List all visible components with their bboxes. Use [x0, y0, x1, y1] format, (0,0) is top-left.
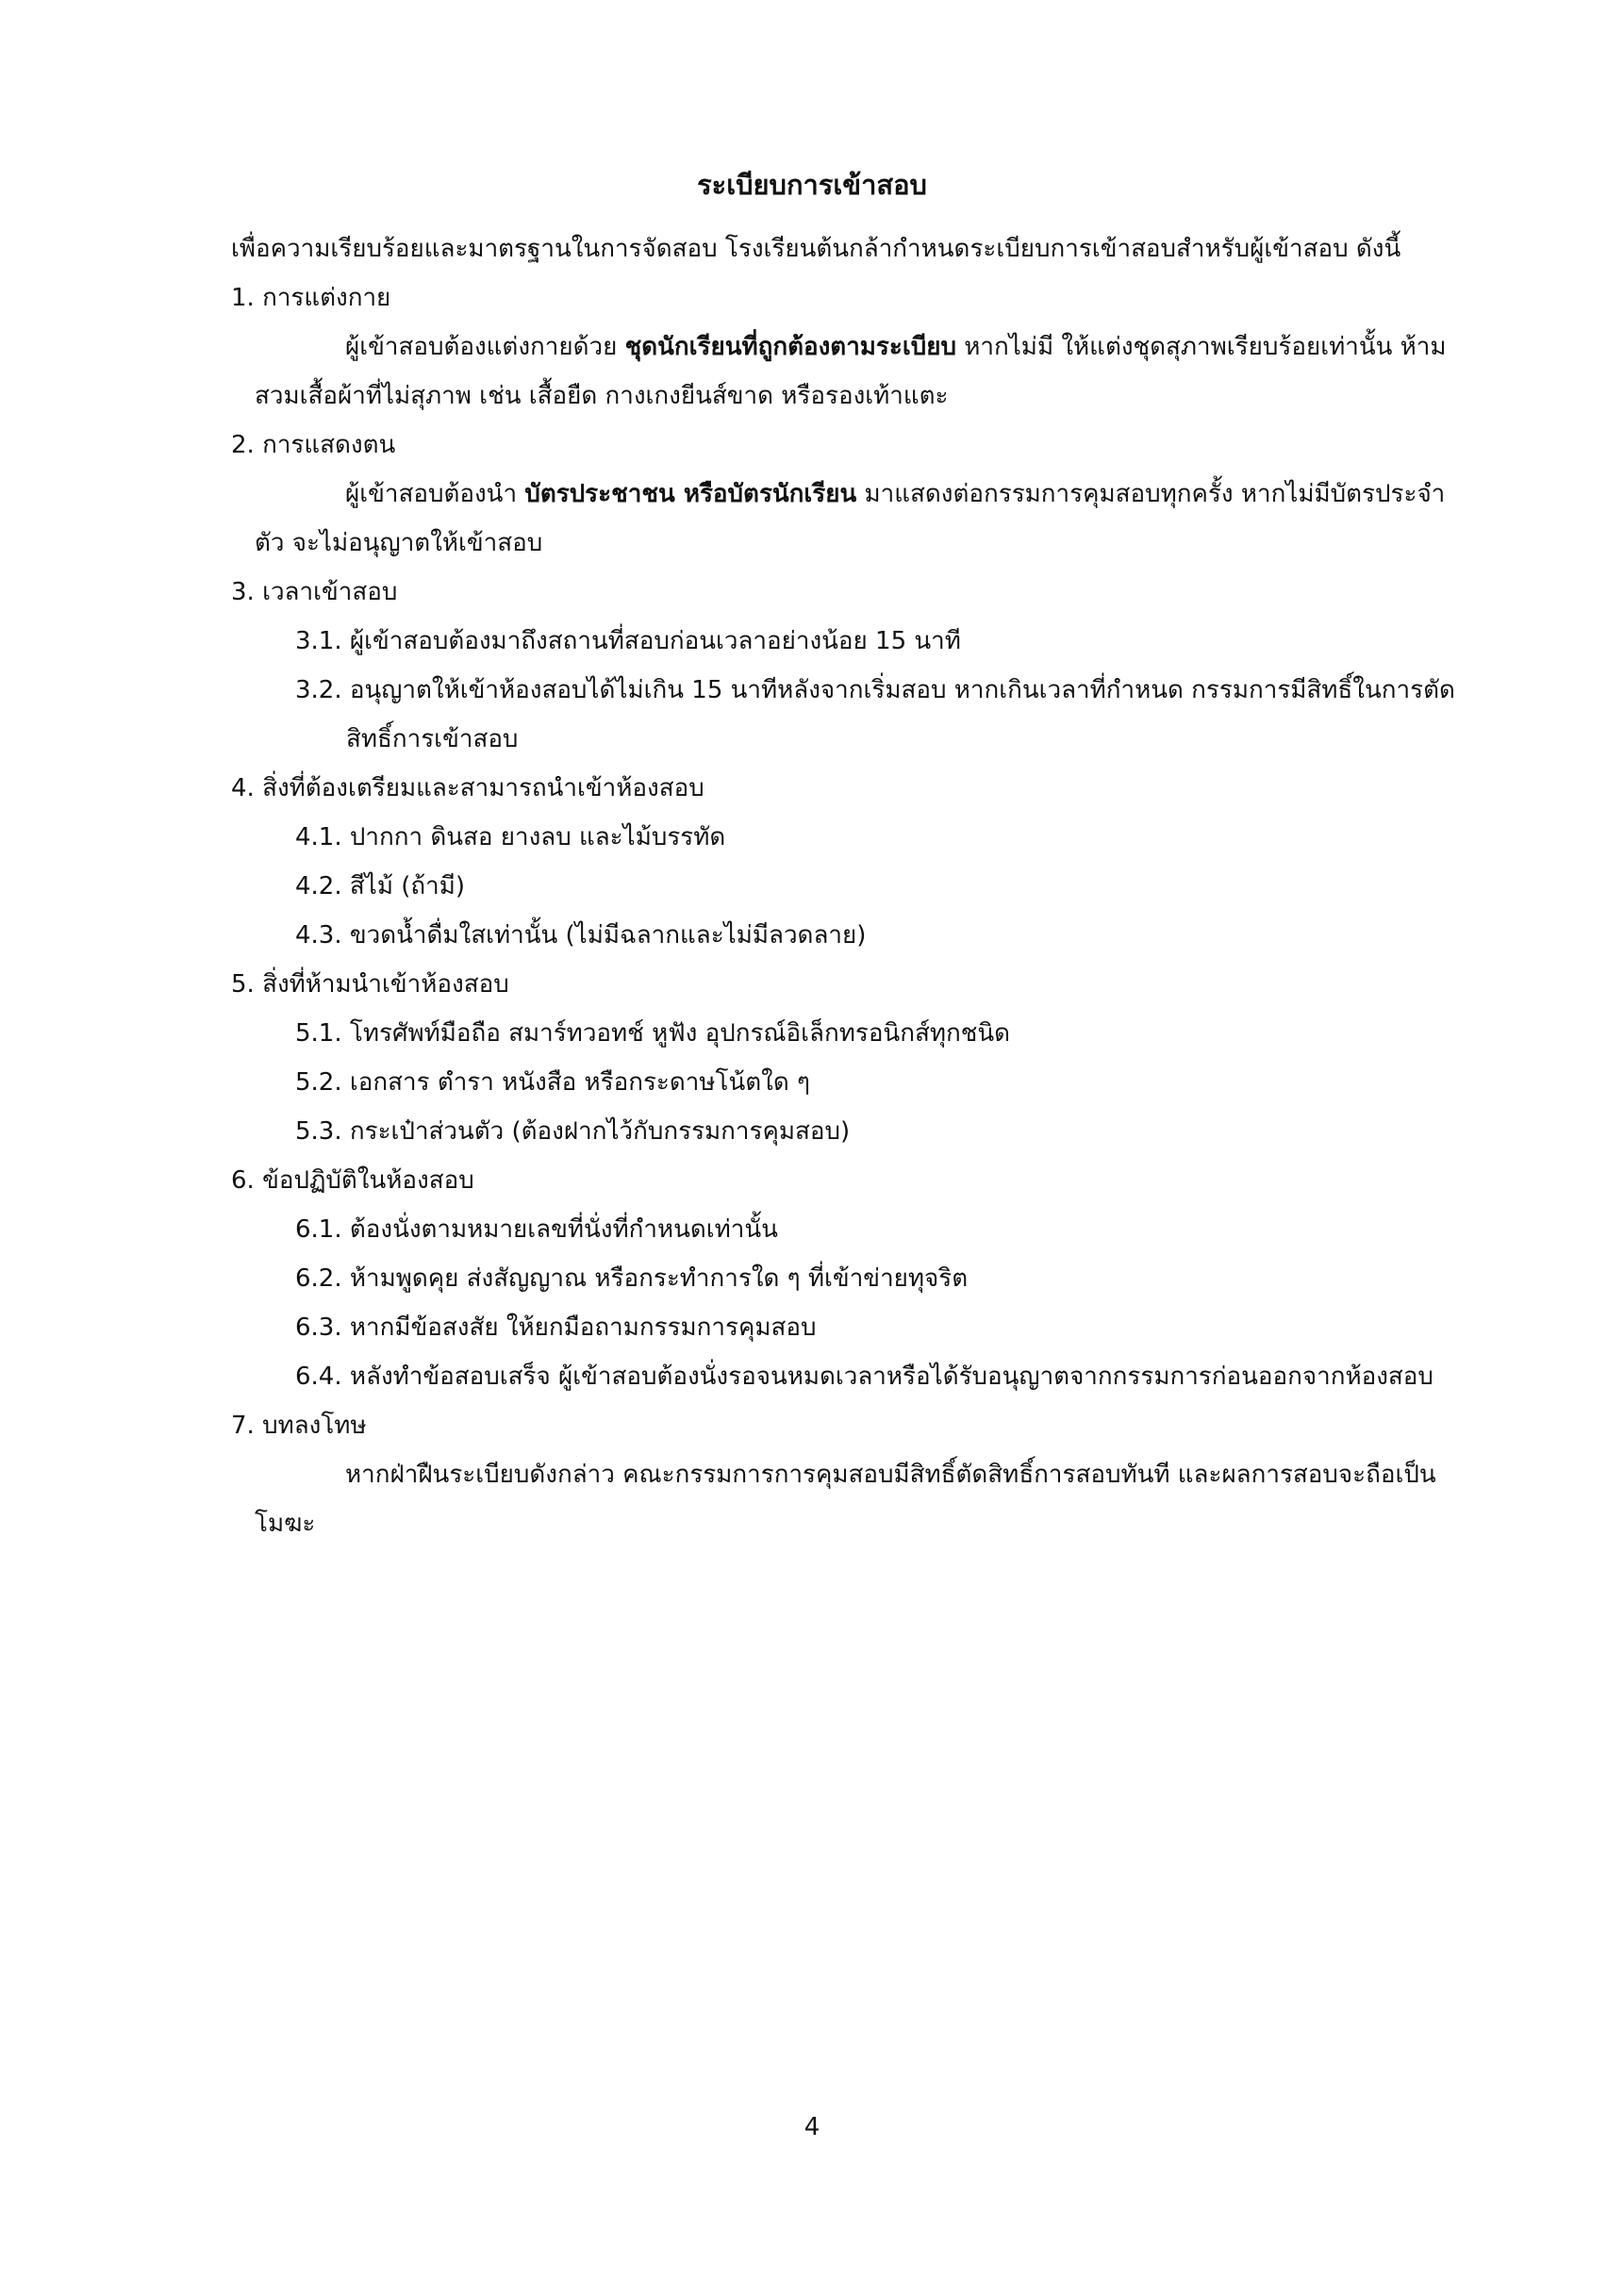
section-7-heading: 7. บทลงโทษ — [231, 1412, 367, 1440]
section-2-bold-text: บัตรประชาชน หรือบัตรนักเรียน — [524, 480, 857, 508]
section-6-item-1: 6.1. ต้องนั่งตามหมายเลขที่นั่งที่กำหนดเท่านั้น — [295, 1215, 778, 1244]
section-6-item-4: 6.4. หลังทำข้อสอบเสร็จ ผู้เข้าสอบต้องนั่งรอจนหมดเวลาหรือได้รับอนุญาตจากกรรมการก่อนออกจากห้องสอบ — [295, 1363, 1433, 1391]
document-body — [132, 224, 1471, 1548]
section-6-item-2: 6.2. ห้ามพูดคุย ส่งสัญญาณ หรือกระทำการใด ๆ ที่เข้าข่ายทุจริต — [295, 1264, 969, 1293]
section-2-text-post: มาแสดงต่อกรรมการคุมสอบทุกครั้ง หากไม่มีบัตรประจำตัว จะไม่อนุญาตให้เข้าสอบ — [255, 480, 1446, 557]
section-2-paragraph — [132, 470, 1471, 568]
section-3-item-1: 3.1. ผู้เข้าสอบต้องมาถึงสถานที่สอบก่อนเวลาอย่างน้อย 15 นาที — [295, 627, 961, 655]
section-6-item-3: 6.3. หากมีข้อสงสัย ให้ยกมือถามกรรมการคุมสอบ — [295, 1313, 817, 1342]
section-4-item-1: 4.1. ปากกา ดินสอ ยางลบ และไม้บรรทัด — [295, 823, 726, 851]
section-4-item-3: 4.3. ขวดน้ำดื่มใสเท่านั้น (ไม่มีฉลากและไม่มีลวดลาย) — [295, 921, 867, 950]
intro-paragraph: เพื่อความเรียบร้อยและมาตรฐานในการจัดสอบ โรงเรียนต้นกล้ากำหนดระเบียบการเข้าสอบสำหรับผู้เข้าสอบ ดังนี้ — [231, 235, 1401, 263]
section-5-item-1: 5.1. โทรศัพท์มือถือ สมาร์ทวอทช์ หูฟัง อุปกรณ์อิเล็กทรอนิกส์ทุกชนิด — [295, 1019, 1010, 1048]
section-1-bold-text: ชุดนักเรียนที่ถูกต้องตามระเบียบ — [624, 333, 956, 361]
section-1-text-post: หากไม่มี ให้แต่งชุดสุภาพเรียบร้อยเท่านั้น ห้ามสวมเสื้อผ้าที่ไม่สุภาพ เช่น เสื้อยืด กางเกงยีนส์ขาด หรือรองเท้าแตะ — [255, 333, 1447, 410]
section-2-heading: 2. การแสดงตน — [231, 431, 396, 459]
document-title: ระเบียบการเข้าสอบ — [697, 169, 927, 201]
section-1-heading: 1. การแต่งกาย — [231, 284, 391, 312]
section-2-text-pre: ผู้เข้าสอบต้องนำ — [345, 480, 525, 508]
section-3-item-2: 3.2. อนุญาตให้เข้าห้องสอบได้ไม่เกิน 15 นาทีหลังจากเริ่มสอบ หากเกินเวลาที่กำหนด กรรมการมีสิทธิ์ในการตัดสิทธิ์การเข้าสอบ — [295, 676, 1455, 753]
section-5-item-2: 5.2. เอกสาร ตำรา หนังสือ หรือกระดาษโน้ตใด ๆ — [295, 1068, 810, 1097]
section-4-heading: 4. สิ่งที่ต้องเตรียมและสามารถนำเข้าห้องสอบ — [231, 774, 704, 802]
section-1-text-pre: ผู้เข้าสอบต้องแต่งกายด้วย — [345, 333, 625, 361]
section-6-heading: 6. ข้อปฏิบัติในห้องสอบ — [231, 1166, 474, 1195]
section-5-heading: 5. สิ่งที่ห้ามนำเข้าห้องสอบ — [231, 970, 509, 999]
section-4-item-2: 4.2. สีไม้ (ถ้ามี) — [295, 872, 465, 900]
page-number: 4 — [804, 2113, 820, 2141]
section-1-paragraph — [132, 322, 1471, 421]
section-7-paragraph: หากฝ่าฝืนระเบียบดังกล่าว คณะกรรมการการคุมสอบมีสิทธิ์ตัดสิทธิ์การสอบทันที และผลการสอบจะถือเป็นโมฆะ — [255, 1461, 1436, 1538]
section-5-item-3: 5.3. กระเป๋าส่วนตัว (ต้องฝากไว้กับกรรมการคุมสอบ) — [295, 1117, 851, 1146]
section-3-heading: 3. เวลาเข้าสอบ — [231, 578, 398, 606]
